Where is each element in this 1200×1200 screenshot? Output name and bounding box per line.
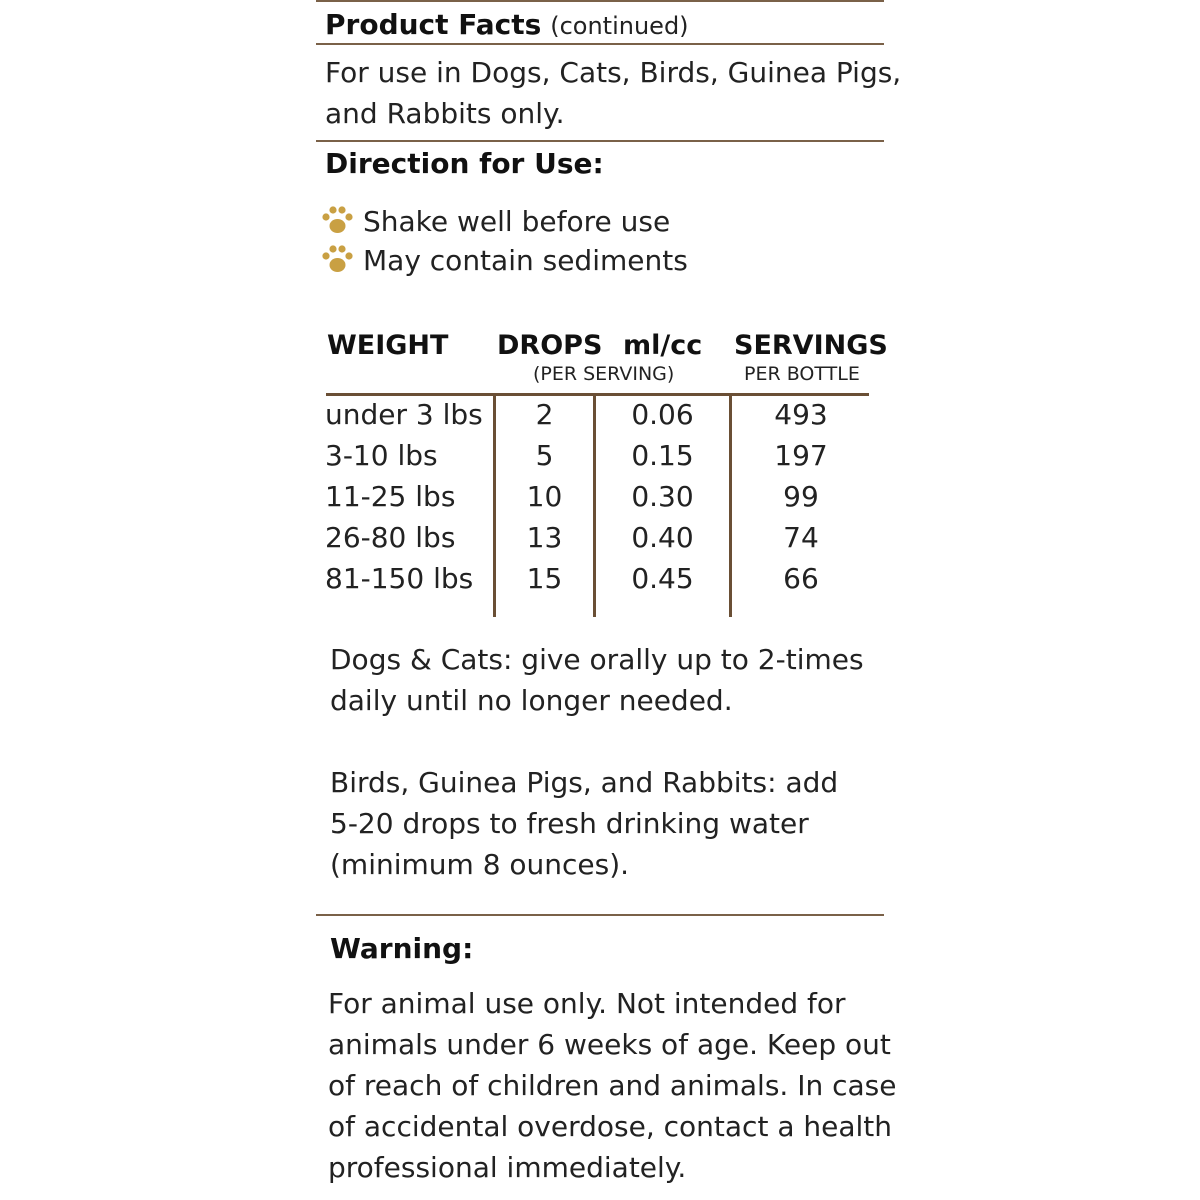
usage-line-1: For use in Dogs, Cats, Birds, Guinea Pigs, bbox=[325, 56, 902, 89]
note-dogs-cats-line: Dogs & Cats: give orally up to 2-times bbox=[330, 643, 864, 676]
usage-line-2: and Rabbits only. bbox=[325, 97, 565, 130]
note-dogs-cats-line: daily until no longer needed. bbox=[330, 684, 733, 717]
table-cell-ml: 0.06 bbox=[631, 398, 694, 431]
table-cell-servings: 66 bbox=[783, 562, 819, 595]
table-cell-ml: 0.15 bbox=[631, 439, 694, 472]
section-title: Product Facts bbox=[325, 8, 542, 41]
col-header-servings: SERVINGS bbox=[734, 330, 888, 361]
table-cell-drops: 10 bbox=[526, 480, 563, 513]
table-cell-weight: 3-10 lbs bbox=[325, 439, 438, 472]
table-cell-weight: 11-25 lbs bbox=[325, 480, 456, 513]
note-birds-line: Birds, Guinea Pigs, and Rabbits: add bbox=[330, 766, 839, 799]
table-cell-ml: 0.45 bbox=[631, 562, 694, 595]
note-birds-line: (minimum 8 ounces). bbox=[330, 848, 630, 881]
col-header-ml: ml/cc bbox=[623, 330, 703, 361]
table-cell-drops: 15 bbox=[526, 562, 563, 595]
col-subheader-per-serving: (PER SERVING) bbox=[533, 363, 675, 385]
col-header-weight: WEIGHT bbox=[327, 330, 449, 361]
table-cell-ml: 0.40 bbox=[631, 521, 694, 554]
paw-print-icon bbox=[320, 205, 354, 239]
table-cell-weight: under 3 lbs bbox=[325, 398, 483, 431]
warning-line: of reach of children and animals. In case bbox=[328, 1069, 897, 1102]
col-subheader-per-bottle: PER BOTTLE bbox=[744, 363, 860, 385]
warning-divider bbox=[316, 914, 884, 916]
table-cell-weight: 26-80 lbs bbox=[325, 521, 456, 554]
top-divider bbox=[316, 0, 884, 2]
section-header bbox=[325, 8, 689, 41]
warning-line: For animal use only. Not intended for bbox=[328, 987, 846, 1020]
warning-line: of accidental overdose, contact a health bbox=[328, 1110, 893, 1143]
table-cell-servings: 99 bbox=[783, 480, 819, 513]
table-cell-servings: 74 bbox=[783, 521, 819, 554]
note-birds-line: 5-20 drops to fresh drinking water bbox=[330, 807, 809, 840]
direction-item-sediments: May contain sediments bbox=[363, 244, 688, 277]
warning-line: professional immediately. bbox=[328, 1151, 687, 1184]
table-cell-drops: 5 bbox=[535, 439, 554, 472]
table-cell-ml: 0.30 bbox=[631, 480, 694, 513]
direction-item-shake: Shake well before use bbox=[363, 205, 671, 238]
table-cell-servings: 197 bbox=[774, 439, 828, 472]
table-cell-drops: 13 bbox=[526, 521, 563, 554]
paw-print-icon bbox=[320, 244, 354, 278]
usage-divider bbox=[316, 140, 884, 142]
warning-line: animals under 6 weeks of age. Keep out bbox=[328, 1028, 891, 1061]
table-header-divider bbox=[326, 393, 869, 396]
table-cell-servings: 493 bbox=[774, 398, 828, 431]
table-cell-weight: 81-150 lbs bbox=[325, 562, 474, 595]
directions-heading: Direction for Use: bbox=[325, 147, 604, 180]
section-subtitle: (continued) bbox=[550, 12, 689, 40]
warning-heading: Warning: bbox=[330, 932, 474, 965]
header-divider bbox=[316, 43, 884, 45]
table-cell-drops: 2 bbox=[535, 398, 554, 431]
col-header-drops: DROPS bbox=[497, 330, 603, 361]
